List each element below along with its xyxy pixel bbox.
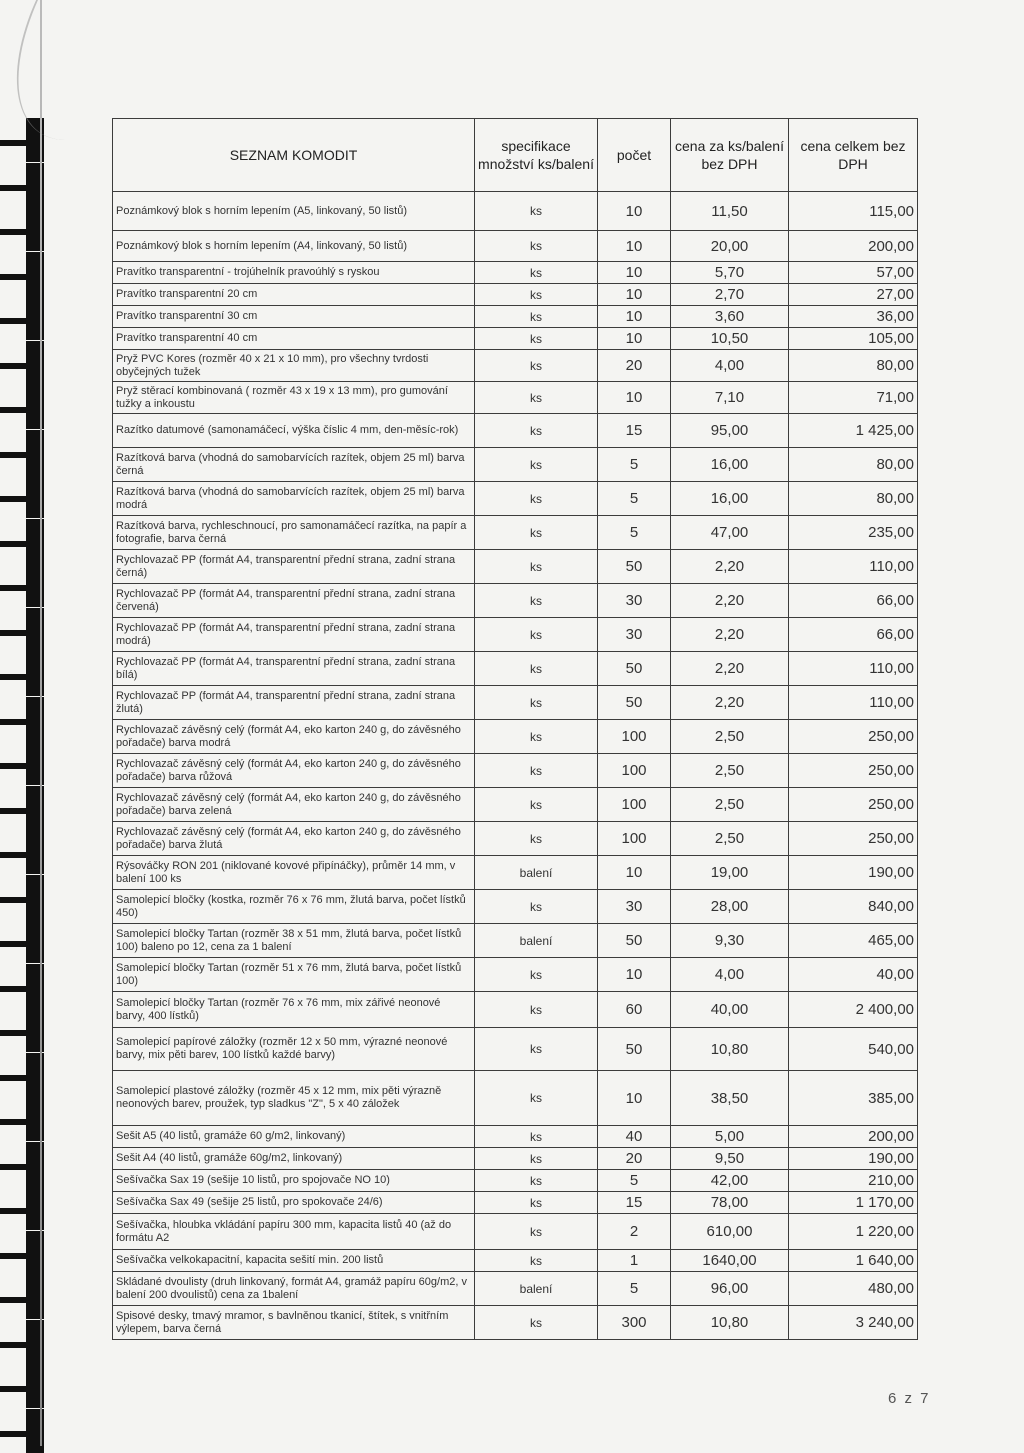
unit-cell: ks	[475, 1170, 598, 1192]
quantity-cell: 50	[598, 1028, 671, 1071]
quantity-cell: 100	[598, 822, 671, 856]
table-row	[113, 482, 918, 516]
commodity-name-cell: Pryž PVC Kores (rozměr 40 x 21 x 10 mm), pro všechny tvrdosti obyčejných tužek	[113, 350, 475, 382]
binding-ring	[0, 1253, 30, 1259]
quantity-cell: 50	[598, 652, 671, 686]
total-price-cell: 250,00	[789, 788, 918, 822]
unit-price-cell: 95,00	[671, 414, 789, 448]
unit-cell: ks	[475, 1071, 598, 1126]
unit-cell: ks	[475, 1306, 598, 1340]
table-row	[113, 822, 918, 856]
unit-cell: ks	[475, 618, 598, 652]
table-row	[113, 448, 918, 482]
unit-price-cell: 2,50	[671, 822, 789, 856]
table-row	[113, 754, 918, 788]
unit-price-cell: 4,00	[671, 350, 789, 382]
unit-price-cell: 4,00	[671, 958, 789, 992]
binding-ring	[0, 1030, 30, 1036]
unit-cell: ks	[475, 652, 598, 686]
unit-cell: ks	[475, 350, 598, 382]
total-price-cell: 250,00	[789, 720, 918, 754]
total-price-cell: 540,00	[789, 1028, 918, 1071]
quantity-cell: 300	[598, 1306, 671, 1340]
unit-cell: ks	[475, 1028, 598, 1071]
table-row	[113, 192, 918, 231]
unit-price-cell: 19,00	[671, 856, 789, 890]
total-price-cell: 80,00	[789, 482, 918, 516]
quantity-cell: 15	[598, 1192, 671, 1214]
commodity-name-cell: Spisové desky, tmavý mramor, s bavlněnou tkanicí, štítek, s vnitřním výlepem, barva černá	[113, 1306, 475, 1340]
unit-price-cell: 78,00	[671, 1192, 789, 1214]
unit-cell: ks	[475, 382, 598, 414]
table-row	[113, 1214, 918, 1250]
table-row	[113, 720, 918, 754]
quantity-cell: 5	[598, 1170, 671, 1192]
header-unit-price: cena za ks/balení bez DPH	[671, 119, 789, 192]
quantity-cell: 60	[598, 992, 671, 1028]
quantity-cell: 40	[598, 1126, 671, 1148]
unit-price-cell: 2,20	[671, 618, 789, 652]
unit-cell: ks	[475, 992, 598, 1028]
binding-ring	[0, 229, 30, 235]
total-price-cell: 1 170,00	[789, 1192, 918, 1214]
quantity-cell: 30	[598, 890, 671, 924]
quantity-cell: 10	[598, 192, 671, 231]
unit-cell: ks	[475, 306, 598, 328]
total-price-cell: 36,00	[789, 306, 918, 328]
binding-ring	[0, 763, 30, 769]
commodity-name-cell: Sešívačka Sax 19 (sešije 10 listů, pro spojovače NO 10)	[113, 1170, 475, 1192]
table-row	[113, 618, 918, 652]
commodity-name-cell: Poznámkový blok s horním lepením (A5, linkovaný, 50 listů)	[113, 192, 475, 231]
unit-price-cell: 2,20	[671, 652, 789, 686]
commodity-name-cell: Samolepicí bločky Tartan (rozměr 76 x 76 mm, mix zářivé neonové barvy, 400 lístků)	[113, 992, 475, 1028]
total-price-cell: 80,00	[789, 448, 918, 482]
table-row	[113, 1192, 918, 1214]
commodity-name-cell: Razítko datumové (samonamáčecí, výška číslic 4 mm, den-měsíc-rok)	[113, 414, 475, 448]
binding-ring	[0, 1075, 30, 1081]
unit-cell: ks	[475, 822, 598, 856]
table-row	[113, 686, 918, 720]
table-row	[113, 328, 918, 350]
commodity-table	[112, 118, 918, 1340]
unit-cell: ks	[475, 448, 598, 482]
total-price-cell: 57,00	[789, 262, 918, 284]
commodity-name-cell: Rychlovazač závěsný celý (formát A4, eko karton 240 g, do závěsného pořadače) barva modrá	[113, 720, 475, 754]
table-row	[113, 284, 918, 306]
commodity-name-cell: Sešit A5 (40 listů, gramáže 60 g/m2, linkovaný)	[113, 1126, 475, 1148]
table-row	[113, 550, 918, 584]
binding-ring	[0, 1208, 30, 1214]
binding-ring	[0, 452, 30, 458]
total-price-cell: 1 640,00	[789, 1250, 918, 1272]
total-price-cell: 480,00	[789, 1272, 918, 1306]
unit-price-cell: 2,70	[671, 284, 789, 306]
unit-cell: balení	[475, 924, 598, 958]
commodity-name-cell: Rychlovazač PP (formát A4, transparentní přední strana, zadní strana bílá)	[113, 652, 475, 686]
unit-price-cell: 7,10	[671, 382, 789, 414]
total-price-cell: 40,00	[789, 958, 918, 992]
binding-ring	[0, 1164, 30, 1170]
unit-price-cell: 47,00	[671, 516, 789, 550]
binding-ring	[0, 808, 30, 814]
total-price-cell: 200,00	[789, 231, 918, 262]
unit-cell: ks	[475, 550, 598, 584]
unit-price-cell: 2,20	[671, 584, 789, 618]
unit-price-cell: 96,00	[671, 1272, 789, 1306]
total-price-cell: 465,00	[789, 924, 918, 958]
table-row	[113, 414, 918, 448]
total-price-cell: 3 240,00	[789, 1306, 918, 1340]
unit-cell: ks	[475, 1214, 598, 1250]
quantity-cell: 10	[598, 1071, 671, 1126]
total-price-cell: 2 400,00	[789, 992, 918, 1028]
unit-price-cell: 42,00	[671, 1170, 789, 1192]
unit-cell: ks	[475, 231, 598, 262]
table-row	[113, 788, 918, 822]
commodity-name-cell: Rychlovazač PP (formát A4, transparentní přední strana, zadní strana žlutá)	[113, 686, 475, 720]
binding-ring	[0, 1297, 30, 1303]
commodity-name-cell: Samolepicí bločky Tartan (rozměr 51 x 76 mm, žlutá barva, počet lístků 100)	[113, 958, 475, 992]
commodity-name-cell: Razítková barva (vhodná do samobarvících razítek, objem 25 ml) barva modrá	[113, 482, 475, 516]
total-price-cell: 1 425,00	[789, 414, 918, 448]
binding-ring	[0, 719, 30, 725]
quantity-cell: 50	[598, 686, 671, 720]
table-row	[113, 382, 918, 414]
unit-cell: balení	[475, 1272, 598, 1306]
table-row	[113, 652, 918, 686]
page-edge	[40, 0, 42, 1446]
header-quantity: počet	[598, 119, 671, 192]
unit-cell: ks	[475, 192, 598, 231]
quantity-cell: 5	[598, 482, 671, 516]
unit-price-cell: 2,50	[671, 720, 789, 754]
total-price-cell: 80,00	[789, 350, 918, 382]
commodity-name-cell: Rychlovazač závěsný celý (formát A4, eko karton 240 g, do závěsného pořadače) barva zelená	[113, 788, 475, 822]
quantity-cell: 50	[598, 924, 671, 958]
unit-price-cell: 2,50	[671, 754, 789, 788]
total-price-cell: 66,00	[789, 618, 918, 652]
unit-cell: ks	[475, 284, 598, 306]
table-row	[113, 1170, 918, 1192]
quantity-cell: 10	[598, 958, 671, 992]
commodity-name-cell: Samolepicí bločky Tartan (rozměr 38 x 51 mm, žlutá barva, počet lístků 100) baleno po 12, cena za 1 balení	[113, 924, 475, 958]
binding-ring	[0, 318, 30, 324]
unit-cell: ks	[475, 1250, 598, 1272]
unit-price-cell: 5,70	[671, 262, 789, 284]
total-price-cell: 210,00	[789, 1170, 918, 1192]
quantity-cell: 10	[598, 328, 671, 350]
table-row	[113, 1028, 918, 1071]
total-price-cell: 110,00	[789, 550, 918, 584]
unit-price-cell: 10,80	[671, 1306, 789, 1340]
unit-cell: ks	[475, 1126, 598, 1148]
quantity-cell: 15	[598, 414, 671, 448]
commodity-name-cell: Samolepicí plastové záložky (rozměr 45 x 12 mm, mix pěti výrazně neonových barev, proužek, typ sladkus "Z", 5 x 40 záložek	[113, 1071, 475, 1126]
table-row	[113, 1148, 918, 1170]
commodity-name-cell: Rychlovazač PP (formát A4, transparentní přední strana, zadní strana modrá)	[113, 618, 475, 652]
header-unit-spec: specifikace množství ks/balení	[475, 119, 598, 192]
unit-cell: ks	[475, 958, 598, 992]
binding-ring	[0, 852, 30, 858]
unit-cell: ks	[475, 788, 598, 822]
total-price-cell: 110,00	[789, 686, 918, 720]
commodity-name-cell: Rychlovazač PP (formát A4, transparentní přední strana, zadní strana černá)	[113, 550, 475, 584]
binding-ring	[0, 541, 30, 547]
unit-cell: ks	[475, 584, 598, 618]
table-row	[113, 1306, 918, 1340]
unit-price-cell: 9,50	[671, 1148, 789, 1170]
unit-cell: ks	[475, 414, 598, 448]
quantity-cell: 100	[598, 788, 671, 822]
unit-price-cell: 28,00	[671, 890, 789, 924]
unit-price-cell: 3,60	[671, 306, 789, 328]
binding-ring	[0, 630, 30, 636]
commodity-name-cell: Pravítko transparentní 30 cm	[113, 306, 475, 328]
unit-cell: ks	[475, 754, 598, 788]
binding-ring	[0, 1119, 30, 1125]
quantity-cell: 10	[598, 231, 671, 262]
unit-price-cell: 40,00	[671, 992, 789, 1028]
total-price-cell: 110,00	[789, 652, 918, 686]
header-total-price: cena celkem bez DPH	[789, 119, 918, 192]
unit-price-cell: 2,20	[671, 686, 789, 720]
unit-price-cell: 38,50	[671, 1071, 789, 1126]
commodity-name-cell: Pryž stěrací kombinovaná ( rozměr 43 x 19 x 13 mm), pro gumování tužky a inkoustu	[113, 382, 475, 414]
commodity-name-cell: Pravítko transparentní 20 cm	[113, 284, 475, 306]
binding-ring	[0, 407, 30, 413]
total-price-cell: 385,00	[789, 1071, 918, 1126]
quantity-cell: 5	[598, 516, 671, 550]
table-row	[113, 516, 918, 550]
quantity-cell: 20	[598, 1148, 671, 1170]
quantity-cell: 2	[598, 1214, 671, 1250]
table-row	[113, 231, 918, 262]
total-price-cell: 1 220,00	[789, 1214, 918, 1250]
total-price-cell: 190,00	[789, 1148, 918, 1170]
binding-ring	[0, 1342, 30, 1348]
total-price-cell: 190,00	[789, 856, 918, 890]
commodity-name-cell: Rychlovazač závěsný celý (formát A4, eko karton 240 g, do závěsného pořadače) barva růžová	[113, 754, 475, 788]
unit-price-cell: 5,00	[671, 1126, 789, 1148]
table-row	[113, 856, 918, 890]
unit-cell: ks	[475, 1192, 598, 1214]
quantity-cell: 10	[598, 382, 671, 414]
table-row	[113, 262, 918, 284]
commodity-name-cell: Rýsováčky RON 201 (niklované kovové připínáčky), průměr 14 mm, v balení 100 ks	[113, 856, 475, 890]
quantity-cell: 5	[598, 1272, 671, 1306]
unit-price-cell: 11,50	[671, 192, 789, 231]
quantity-cell: 5	[598, 448, 671, 482]
binding-ring	[0, 185, 30, 191]
commodity-name-cell: Pravítko transparentní 40 cm	[113, 328, 475, 350]
table-row	[113, 958, 918, 992]
unit-cell: ks	[475, 328, 598, 350]
unit-price-cell: 1640,00	[671, 1250, 789, 1272]
unit-price-cell: 10,50	[671, 328, 789, 350]
quantity-cell: 1	[598, 1250, 671, 1272]
unit-cell: ks	[475, 262, 598, 284]
binding-ring	[0, 1431, 30, 1437]
quantity-cell: 10	[598, 284, 671, 306]
unit-cell: ks	[475, 890, 598, 924]
unit-price-cell: 16,00	[671, 448, 789, 482]
quantity-cell: 20	[598, 350, 671, 382]
total-price-cell: 66,00	[789, 584, 918, 618]
total-price-cell: 200,00	[789, 1126, 918, 1148]
commodity-name-cell: Sešit A4 (40 listů, gramáže 60g/m2, linkovaný)	[113, 1148, 475, 1170]
total-price-cell: 27,00	[789, 284, 918, 306]
commodity-name-cell: Sešívačka Sax 49 (sešije 25 listů, pro spokovače 24/6)	[113, 1192, 475, 1214]
quantity-cell: 50	[598, 550, 671, 584]
quantity-cell: 30	[598, 584, 671, 618]
total-price-cell: 250,00	[789, 754, 918, 788]
table-row	[113, 1250, 918, 1272]
unit-cell: ks	[475, 1148, 598, 1170]
quantity-cell: 100	[598, 720, 671, 754]
commodity-name-cell: Samolepicí papírové záložky (rozměr 12 x 50 mm, výrazné neonové barvy, mix pěti barev, 100 lístků každé barvy)	[113, 1028, 475, 1071]
commodity-name-cell: Rychlovazač PP (formát A4, transparentní přední strana, zadní strana červená)	[113, 584, 475, 618]
commodity-name-cell: Razítková barva, rychleschnoucí, pro samonamáčecí razítka, na papír a fotografie, barva černá	[113, 516, 475, 550]
quantity-cell: 10	[598, 856, 671, 890]
binding-ring	[0, 674, 30, 680]
table-row	[113, 1272, 918, 1306]
total-price-cell: 250,00	[789, 822, 918, 856]
table-row	[113, 992, 918, 1028]
quantity-cell: 30	[598, 618, 671, 652]
unit-price-cell: 610,00	[671, 1214, 789, 1250]
binding-ring	[0, 496, 30, 502]
total-price-cell: 115,00	[789, 192, 918, 231]
unit-price-cell: 2,20	[671, 550, 789, 584]
binding-ring	[0, 585, 30, 591]
unit-cell: balení	[475, 856, 598, 890]
commodity-name-cell: Skládané dvoulisty (druh linkovaný, formát A4, gramáž papíru 60g/m2, v balení 200 dvoulistů) cena za 1balení	[113, 1272, 475, 1306]
commodity-name-cell: Poznámkový blok s horním lepením (A4, linkovaný, 50 listů)	[113, 231, 475, 262]
table-row	[113, 924, 918, 958]
unit-price-cell: 2,50	[671, 788, 789, 822]
page-number: 6 z 7	[888, 1390, 931, 1407]
commodity-name-cell: Pravítko transparentní - trojúhelník pravoúhlý s ryskou	[113, 262, 475, 284]
binding-ring	[0, 140, 30, 146]
total-price-cell: 71,00	[789, 382, 918, 414]
unit-cell: ks	[475, 516, 598, 550]
table-row	[113, 350, 918, 382]
commodity-name-cell: Sešívačka, hloubka vkládání papíru 300 mm, kapacita listů 40 (až do formátu A2	[113, 1214, 475, 1250]
table-row	[113, 306, 918, 328]
quantity-cell: 10	[598, 262, 671, 284]
total-price-cell: 235,00	[789, 516, 918, 550]
unit-cell: ks	[475, 482, 598, 516]
quantity-cell: 100	[598, 754, 671, 788]
header-commodity-list: SEZNAM KOMODIT	[113, 119, 475, 192]
binding-ring	[0, 897, 30, 903]
total-price-cell: 105,00	[789, 328, 918, 350]
commodity-name-cell: Samolepicí bločky (kostka, rozměr 76 x 76 mm, žlutá barva, počet lístků 450)	[113, 890, 475, 924]
binding-ring	[0, 986, 30, 992]
binding-ring	[0, 274, 30, 280]
table-row	[113, 1071, 918, 1126]
binding-ring	[0, 363, 30, 369]
table-row	[113, 1126, 918, 1148]
unit-price-cell: 10,80	[671, 1028, 789, 1071]
unit-cell: ks	[475, 686, 598, 720]
unit-price-cell: 9,30	[671, 924, 789, 958]
commodity-name-cell: Razítková barva (vhodná do samobarvících razítek, objem 25 ml) barva černá	[113, 448, 475, 482]
binding-ring	[0, 1386, 30, 1392]
commodity-name-cell: Sešívačka velkokapacitní, kapacita sešití min. 200 listů	[113, 1250, 475, 1272]
commodity-name-cell: Rychlovazač závěsný celý (formát A4, eko karton 240 g, do závěsného pořadače) barva žlutá	[113, 822, 475, 856]
table-row	[113, 584, 918, 618]
quantity-cell: 10	[598, 306, 671, 328]
unit-cell: ks	[475, 720, 598, 754]
binding-ring	[0, 941, 30, 947]
table-row	[113, 890, 918, 924]
unit-price-cell: 20,00	[671, 231, 789, 262]
unit-price-cell: 16,00	[671, 482, 789, 516]
total-price-cell: 840,00	[789, 890, 918, 924]
table-header-row	[113, 119, 918, 192]
